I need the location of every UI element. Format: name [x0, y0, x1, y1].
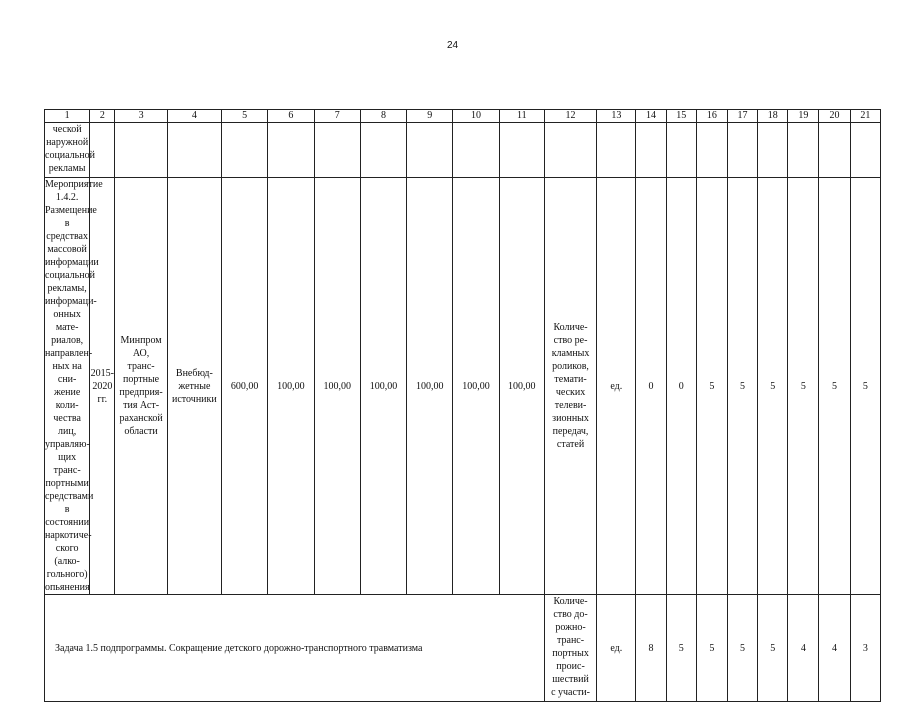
col-number: 10: [453, 110, 499, 123]
empty-cell: [115, 123, 167, 178]
value-cell: 4: [788, 595, 819, 702]
empty-cell: [268, 123, 314, 178]
amount-cell: 100,00: [314, 178, 360, 595]
value-cell: 5: [696, 178, 727, 595]
col-number: 12: [544, 110, 596, 123]
value-cell: 0: [636, 178, 666, 595]
amount-cell: 100,00: [407, 178, 453, 595]
empty-cell: [407, 123, 453, 178]
value-cell: 5: [727, 595, 757, 702]
empty-cell: [360, 123, 406, 178]
col-number: 9: [407, 110, 453, 123]
value-cell: 4: [819, 595, 850, 702]
empty-cell: [167, 123, 221, 178]
empty-cell: [499, 123, 544, 178]
table-row: [45, 178, 881, 595]
col-number: 21: [850, 110, 880, 123]
empty-cell: [727, 123, 757, 178]
amount-cell: 600,00: [222, 178, 268, 595]
value-cell: 5: [819, 178, 850, 595]
col-number: 8: [360, 110, 406, 123]
indicator-cell: Количе- ство ре- кламных роликов, темати- ческих телеви- зионных передач, статей: [544, 178, 596, 595]
header-row: [45, 110, 881, 123]
value-cell: 5: [727, 178, 757, 595]
table-row: [45, 123, 881, 178]
empty-cell: [666, 123, 696, 178]
value-cell: 0: [666, 178, 696, 595]
col-number: 17: [727, 110, 757, 123]
empty-cell: [453, 123, 499, 178]
empty-cell: [222, 123, 268, 178]
value-cell: 5: [850, 178, 880, 595]
period-cell: 2015- 2020 гг.: [90, 178, 115, 595]
col-number: 19: [788, 110, 819, 123]
page-number: 24: [446, 40, 459, 51]
unit-cell: ед.: [597, 595, 636, 702]
value-cell: 5: [666, 595, 696, 702]
amount-cell: 100,00: [453, 178, 499, 595]
task-title: Задача 1.5 подпрограммы. Сокращение детского дорожно-транспортного травматизма: [45, 595, 545, 702]
value-cell: 5: [696, 595, 727, 702]
col-number: 14: [636, 110, 666, 123]
amount-cell: 100,00: [268, 178, 314, 595]
col-number: 4: [167, 110, 221, 123]
col-number: 16: [696, 110, 727, 123]
amount-cell: 100,00: [360, 178, 406, 595]
empty-cell: [544, 123, 596, 178]
row-name: ческой наружной социальной рекламы: [45, 124, 95, 174]
col-number: 3: [115, 110, 167, 123]
row-name-cell: [45, 123, 95, 178]
col-number: 15: [666, 110, 696, 123]
source-cell: Внебюд- жетные источники: [167, 178, 221, 595]
empty-cell: [314, 123, 360, 178]
unit-cell: ед.: [597, 178, 636, 595]
value-cell: 5: [788, 178, 819, 595]
executor-cell: Минпром АО, транс- портные предприя- тия Аст- раханской области: [115, 178, 167, 595]
col-number: 7: [314, 110, 360, 123]
empty-cell: [758, 123, 788, 178]
col-number: 11: [499, 110, 544, 123]
col-number: 1: [45, 110, 90, 123]
empty-cell: [696, 123, 727, 178]
col-number: 2: [90, 110, 115, 123]
indicator-cell: Количе- ство до- рожно- транс- портных проис- шествий с участи-: [544, 595, 596, 702]
table-row: [45, 595, 881, 702]
col-number: 18: [758, 110, 788, 123]
empty-cell: [636, 123, 666, 178]
amount-cell: 100,00: [499, 178, 544, 595]
value-cell: 8: [636, 595, 666, 702]
col-number: 20: [819, 110, 850, 123]
col-number: 6: [268, 110, 314, 123]
value-cell: 3: [850, 595, 880, 702]
empty-cell: [788, 123, 819, 178]
empty-cell: [850, 123, 880, 178]
empty-cell: [597, 123, 636, 178]
measure-name: Мероприятие 1.4.2. Размещение в средствах массовой информации социальной рекламы, информаци- онных мате- риалов, направлен- ных на сни- жение коли- чества лиц, управляю- щих транс- портными средствами в состоянии наркотиче- ского (алко- гольного) опьянения: [45, 179, 103, 593]
empty-cell: [819, 123, 850, 178]
col-number: 13: [597, 110, 636, 123]
value-cell: 5: [758, 178, 788, 595]
value-cell: 5: [758, 595, 788, 702]
program-table: [44, 109, 881, 702]
col-number: 5: [222, 110, 268, 123]
